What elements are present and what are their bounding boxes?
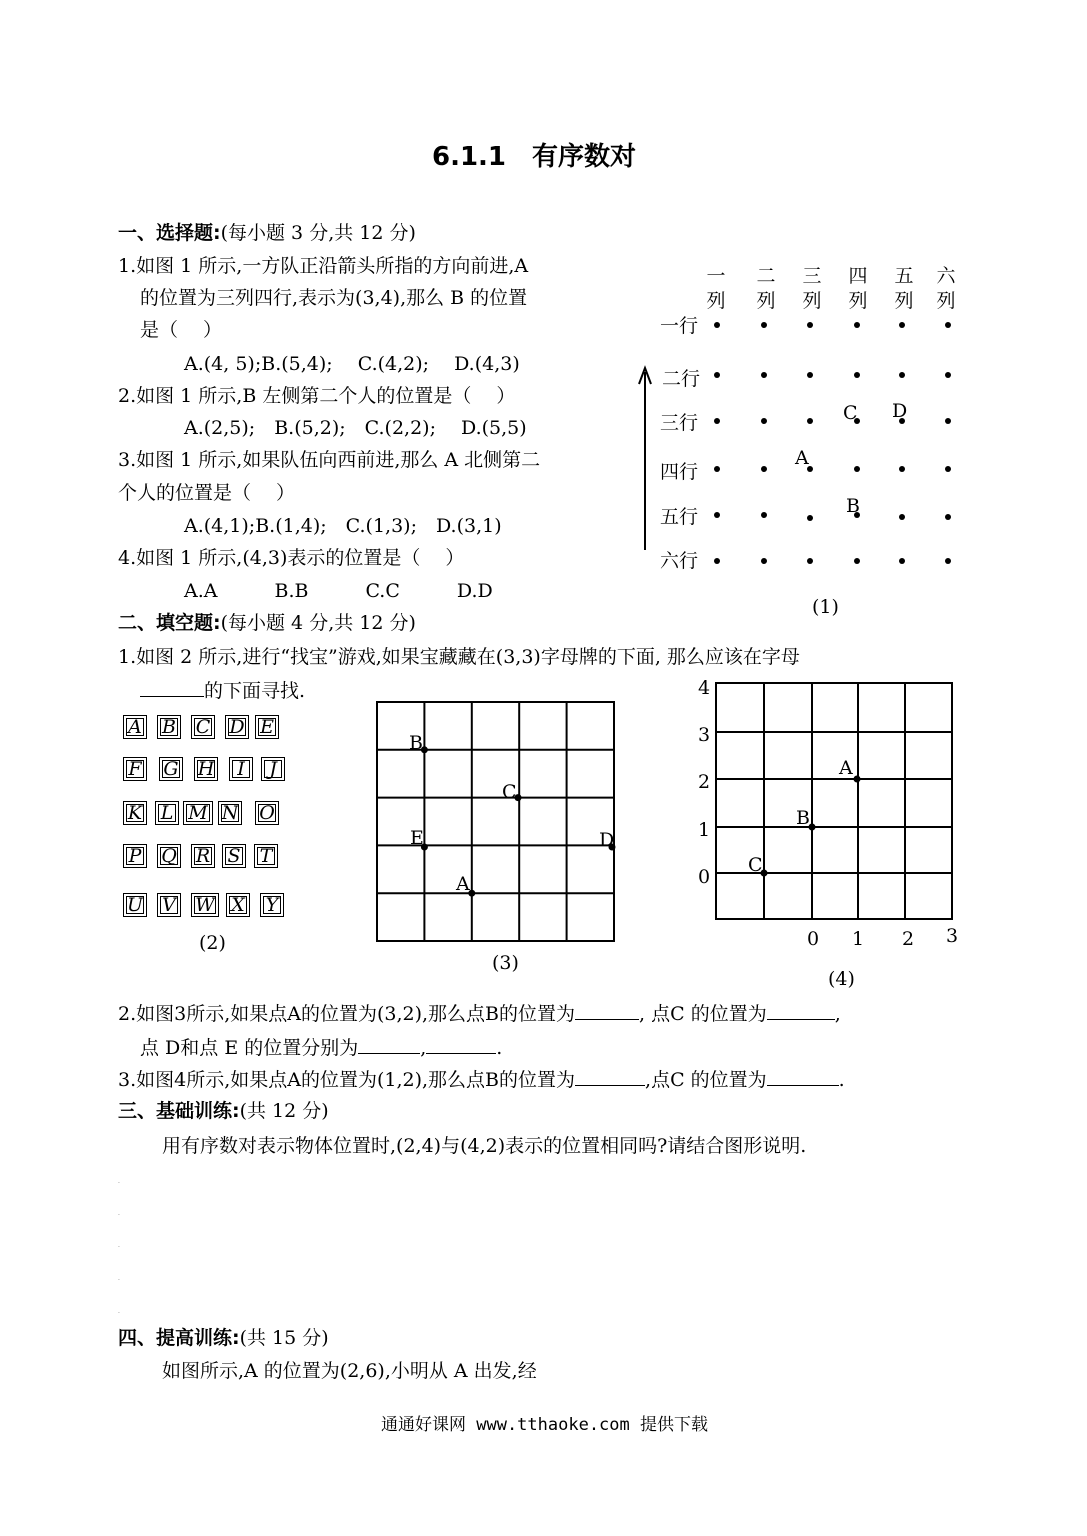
section-1-head: 一、选择题: xyxy=(118,222,221,244)
letter-card: Y xyxy=(260,893,284,917)
letter-card: J xyxy=(261,757,285,781)
q1-line2: 的位置为三列四行,表示为(3,4),那么 B 的位置 xyxy=(140,287,528,309)
section-2-heading xyxy=(118,611,416,635)
q2-options: A.(2,5); B.(5,2); C.(2,2); D.(5,5) xyxy=(184,417,527,439)
fig1-row-2: 二行 xyxy=(662,368,701,390)
letter-card: S xyxy=(222,844,246,868)
margin-dot: . xyxy=(118,1308,120,1315)
margin-dot: . xyxy=(118,1210,120,1217)
fig4-y-tick: 2 xyxy=(698,771,711,793)
fig3-point-a: A xyxy=(456,873,470,895)
letter-card: Q xyxy=(157,844,181,868)
letter-card: O xyxy=(255,801,279,825)
fig4-y-tick: 1 xyxy=(698,819,711,841)
letter-card: M xyxy=(183,801,213,825)
section-3-score: (共 12 分) xyxy=(239,1100,329,1122)
fig1-caption: (1) xyxy=(812,596,839,618)
q4-line1: 4.如图 1 所示,(4,3)表示的位置是（ ） xyxy=(118,547,465,569)
q1-line3: 是（ ） xyxy=(140,319,223,341)
fig1-row-5: 五行 xyxy=(660,506,699,528)
s2-q1-line1: 1.如图 2 所示,进行“找宝”游戏,如果宝藏藏在(3,3)字母牌的下面, 那么应该在字母 xyxy=(118,646,800,668)
footer-text: 通通好课网 www.tthaoke.com 提供下载 xyxy=(381,1415,708,1435)
section-4-score: (共 15 分) xyxy=(239,1327,329,1349)
letter-card: N xyxy=(218,801,242,825)
fig1-label-d: D xyxy=(892,400,908,422)
section-2-score: (每小题 4 分,共 12 分) xyxy=(220,612,416,634)
fig1-row-4: 四行 xyxy=(660,461,699,483)
letter-card: C xyxy=(191,715,215,739)
fig4-grid xyxy=(715,682,955,922)
q4-options: A.A B.B C.C D.D xyxy=(184,580,493,602)
letter-card: B xyxy=(157,715,181,739)
s2-q1-line2: 的下面寻找. xyxy=(140,678,305,703)
fig4-x-tick: 3 xyxy=(946,925,959,947)
fig1-dots xyxy=(714,322,951,564)
q3-line2: 个人的位置是（ ） xyxy=(118,482,296,504)
letter-card: E xyxy=(255,715,279,739)
section-1-score: (每小题 3 分,共 12 分) xyxy=(220,222,416,244)
page-title: 6.1.1 有序数对 xyxy=(432,142,637,172)
fig1-col-3: 三 列 xyxy=(802,265,822,312)
letter-card: L xyxy=(155,801,179,825)
fig1-label-a: A xyxy=(795,447,809,469)
fig1-row-3: 三行 xyxy=(660,412,699,434)
section-3-head: 三、基础训练: xyxy=(118,1100,240,1122)
fig3-caption: (3) xyxy=(492,952,519,974)
section-4-heading xyxy=(118,1326,329,1350)
s2-q2-line2: 点 D和点 E 的位置分别为 , . xyxy=(140,1037,503,1059)
fig4-point-c: C xyxy=(748,854,763,876)
answer-blank[interactable] xyxy=(767,1067,839,1086)
answer-blank[interactable] xyxy=(767,1001,835,1020)
s4-text: 如图所示,A 的位置为(2,6),小明从 A 出发,经 xyxy=(162,1360,537,1382)
fig1-col-2: 二 列 xyxy=(756,265,776,312)
section-2-head: 二、填空题: xyxy=(118,612,221,634)
fig1-label-c: C xyxy=(843,402,858,424)
letter-card: T xyxy=(254,844,278,868)
fig1-col-4: 四 列 xyxy=(848,265,868,312)
fig3-point-b: B xyxy=(409,732,423,754)
fig4-caption: (4) xyxy=(828,968,855,990)
letter-card: I xyxy=(229,757,253,781)
fig1-row-6: 六行 xyxy=(660,550,699,572)
letter-card: G xyxy=(159,757,183,781)
margin-dot: . xyxy=(118,1242,120,1249)
q1-options: A.(4, 5);B.(5,4); C.(4,2); D.(4,3) xyxy=(184,353,520,375)
s2-q2-line1: 2.如图3所示,如果点A的位置为(3,2),那么点B的位置为 , 点C 的位置为 , xyxy=(118,1003,841,1025)
letter-card: F xyxy=(123,757,147,781)
letter-card: K xyxy=(123,801,147,825)
fig1-label-b: B xyxy=(846,495,860,517)
letter-card: R xyxy=(191,844,215,868)
q1-line1: 1.如图 1 所示,一方队正沿箭头所指的方向前进,A xyxy=(118,255,529,277)
fig1-col-6: 六 列 xyxy=(936,265,956,312)
margin-dot: . xyxy=(118,1178,120,1185)
letter-card: W xyxy=(191,893,219,917)
section-1-heading xyxy=(118,221,416,245)
answer-blank[interactable] xyxy=(140,678,204,697)
section-4-head: 四、提高训练: xyxy=(118,1327,240,1349)
letter-card: D xyxy=(225,715,249,739)
fig1-col-1: 一 列 xyxy=(706,265,726,312)
fig4-x-tick: 2 xyxy=(902,928,915,950)
fig3-point-d: D xyxy=(599,829,615,851)
fig1-dot-grid xyxy=(630,300,970,580)
section-3-heading xyxy=(118,1099,329,1123)
fig4-y-tick: 0 xyxy=(698,866,711,888)
s3-text: 用有序数对表示物体位置时,(2,4)与(4,2)表示的位置相同吗?请结合图形说明. xyxy=(162,1135,807,1157)
fig4-x-tick: 1 xyxy=(852,928,865,950)
fig4-point-a: A xyxy=(839,757,853,779)
fig4-y-tick: 4 xyxy=(698,677,711,699)
answer-blank[interactable] xyxy=(575,1001,639,1020)
letter-card: X xyxy=(226,893,250,917)
answer-blank[interactable] xyxy=(575,1067,645,1086)
s2-q3-line: 3.如图4所示,如果点A的位置为(1,2),那么点B的位置为 ,点C 的位置为 . xyxy=(118,1069,845,1091)
fig4-x-tick: 0 xyxy=(807,928,820,950)
fig4-point-b: B xyxy=(796,807,810,829)
fig1-col-5: 五 列 xyxy=(894,265,914,312)
fig4-y-tick: 3 xyxy=(698,724,711,746)
q3-options: A.(4,1);B.(1,4); C.(1,3); D.(3,1) xyxy=(184,515,502,537)
margin-dot: . xyxy=(118,1275,120,1282)
q3-line1: 3.如图 1 所示,如果队伍向西前进,那么 A 北侧第二 xyxy=(118,449,541,471)
fig2-caption: (2) xyxy=(199,932,226,954)
letter-card: A xyxy=(123,715,147,739)
fig3-point-c: C xyxy=(502,781,517,803)
letter-card: V xyxy=(157,893,181,917)
answer-blank[interactable] xyxy=(426,1035,496,1054)
q2-line1: 2.如图 1 所示,B 左侧第二个人的位置是（ ） xyxy=(118,385,516,407)
letter-card: U xyxy=(123,893,147,917)
fig3-point-e: E xyxy=(410,827,424,849)
fig1-row-1: 一行 xyxy=(660,315,699,337)
letter-card: P xyxy=(123,844,147,868)
answer-blank[interactable] xyxy=(358,1035,420,1054)
letter-card: H xyxy=(194,757,218,781)
